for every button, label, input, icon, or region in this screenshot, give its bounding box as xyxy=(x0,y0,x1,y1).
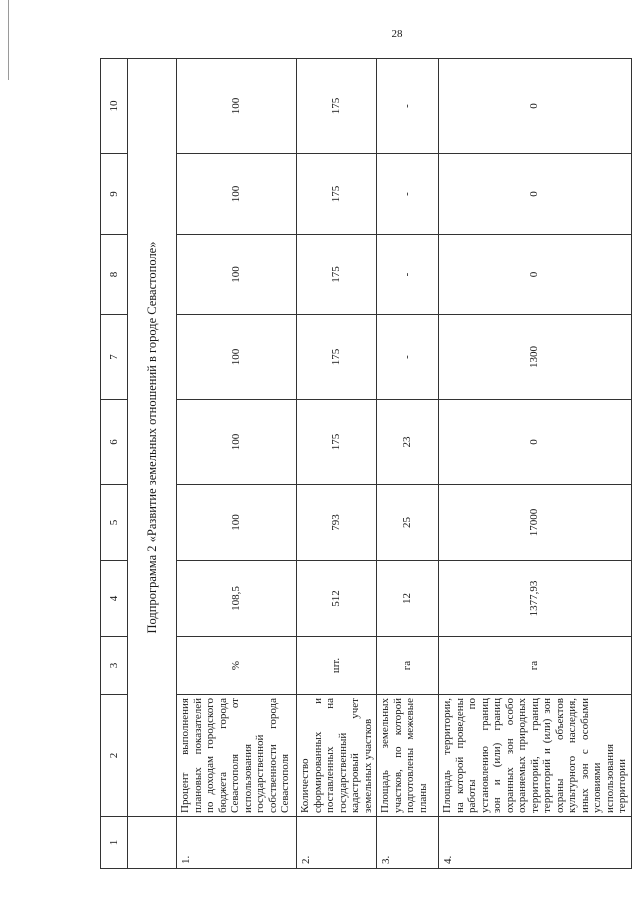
row-value: 100 xyxy=(177,59,297,154)
indicators-table-rotated xyxy=(100,59,628,869)
header-cell: 2 xyxy=(101,695,128,817)
page-number: 28 xyxy=(391,28,403,40)
row-description: Площадь земельных участков, по которой подготовлены межевые планы xyxy=(377,695,439,817)
empty-cell xyxy=(128,817,177,869)
row-value: 12 xyxy=(377,561,439,637)
header-cell: 4 xyxy=(101,561,128,637)
header-cell: 7 xyxy=(101,315,128,400)
subprogram-title: Подпрограмма 2 «Развитие земельных отношений в городе Севастополе» xyxy=(128,59,177,817)
row-value: 100 xyxy=(177,485,297,561)
row-value: - xyxy=(377,154,439,235)
header-cell: 1 xyxy=(101,817,128,869)
row-value: 100 xyxy=(177,154,297,235)
row-value: 23 xyxy=(377,400,439,485)
row-value: 175 xyxy=(297,59,377,154)
header-cell: 3 xyxy=(101,637,128,695)
row-value: 100 xyxy=(177,235,297,315)
table-row xyxy=(439,59,632,869)
header-cell: 8 xyxy=(101,235,128,315)
table-row xyxy=(377,59,439,869)
row-number: 2. xyxy=(297,817,377,869)
row-value: 175 xyxy=(297,315,377,400)
row-unit: % xyxy=(177,637,297,695)
row-description: Количество сформированных и поставленных на государственный кадастровый учет земельных участков xyxy=(297,695,377,817)
row-value: 0 xyxy=(439,59,632,154)
row-value: 512 xyxy=(297,561,377,637)
header-cell: 10 xyxy=(101,59,128,154)
row-value: 25 xyxy=(377,485,439,561)
row-description: Площадь территории, на которой проведены работы по установлению границ зон и (или) границ охранных зон особо охраняемых природных территорий, границ территорий и (или) зон охраны объектов культурного наследия, иных зон с особыми условиями использования территории xyxy=(439,695,632,817)
row-value: 108,5 xyxy=(177,561,297,637)
row-value: 0 xyxy=(439,154,632,235)
row-value: 100 xyxy=(177,400,297,485)
row-unit: шт. xyxy=(297,637,377,695)
row-value: 0 xyxy=(439,235,632,315)
subprogram-row xyxy=(128,59,177,869)
row-value: 1377,93 xyxy=(439,561,632,637)
header-row xyxy=(101,59,128,869)
row-number: 3. xyxy=(377,817,439,869)
row-value: - xyxy=(377,235,439,315)
header-cell: 5 xyxy=(101,485,128,561)
scan-edge-mark xyxy=(0,0,9,80)
row-value: 0 xyxy=(439,400,632,485)
row-value: - xyxy=(377,315,439,400)
row-value: 175 xyxy=(297,154,377,235)
row-value: 175 xyxy=(297,235,377,315)
row-number: 1. xyxy=(177,817,297,869)
row-value: 175 xyxy=(297,400,377,485)
row-number: 4. xyxy=(439,817,632,869)
row-value: - xyxy=(377,59,439,154)
table-row xyxy=(177,59,297,869)
row-unit: га xyxy=(377,637,439,695)
row-value: 100 xyxy=(177,315,297,400)
header-cell: 9 xyxy=(101,154,128,235)
header-cell: 6 xyxy=(101,400,128,485)
table-row xyxy=(297,59,377,869)
row-value: 17000 xyxy=(439,485,632,561)
indicators-table xyxy=(100,58,632,869)
row-value: 1300 xyxy=(439,315,632,400)
row-value: 793 xyxy=(297,485,377,561)
row-unit: га xyxy=(439,637,632,695)
row-description: Процент выполнения плановых показателей по доходам городского бюджета города Севастополя от использования государственной собственности города Севастополя xyxy=(177,695,297,817)
